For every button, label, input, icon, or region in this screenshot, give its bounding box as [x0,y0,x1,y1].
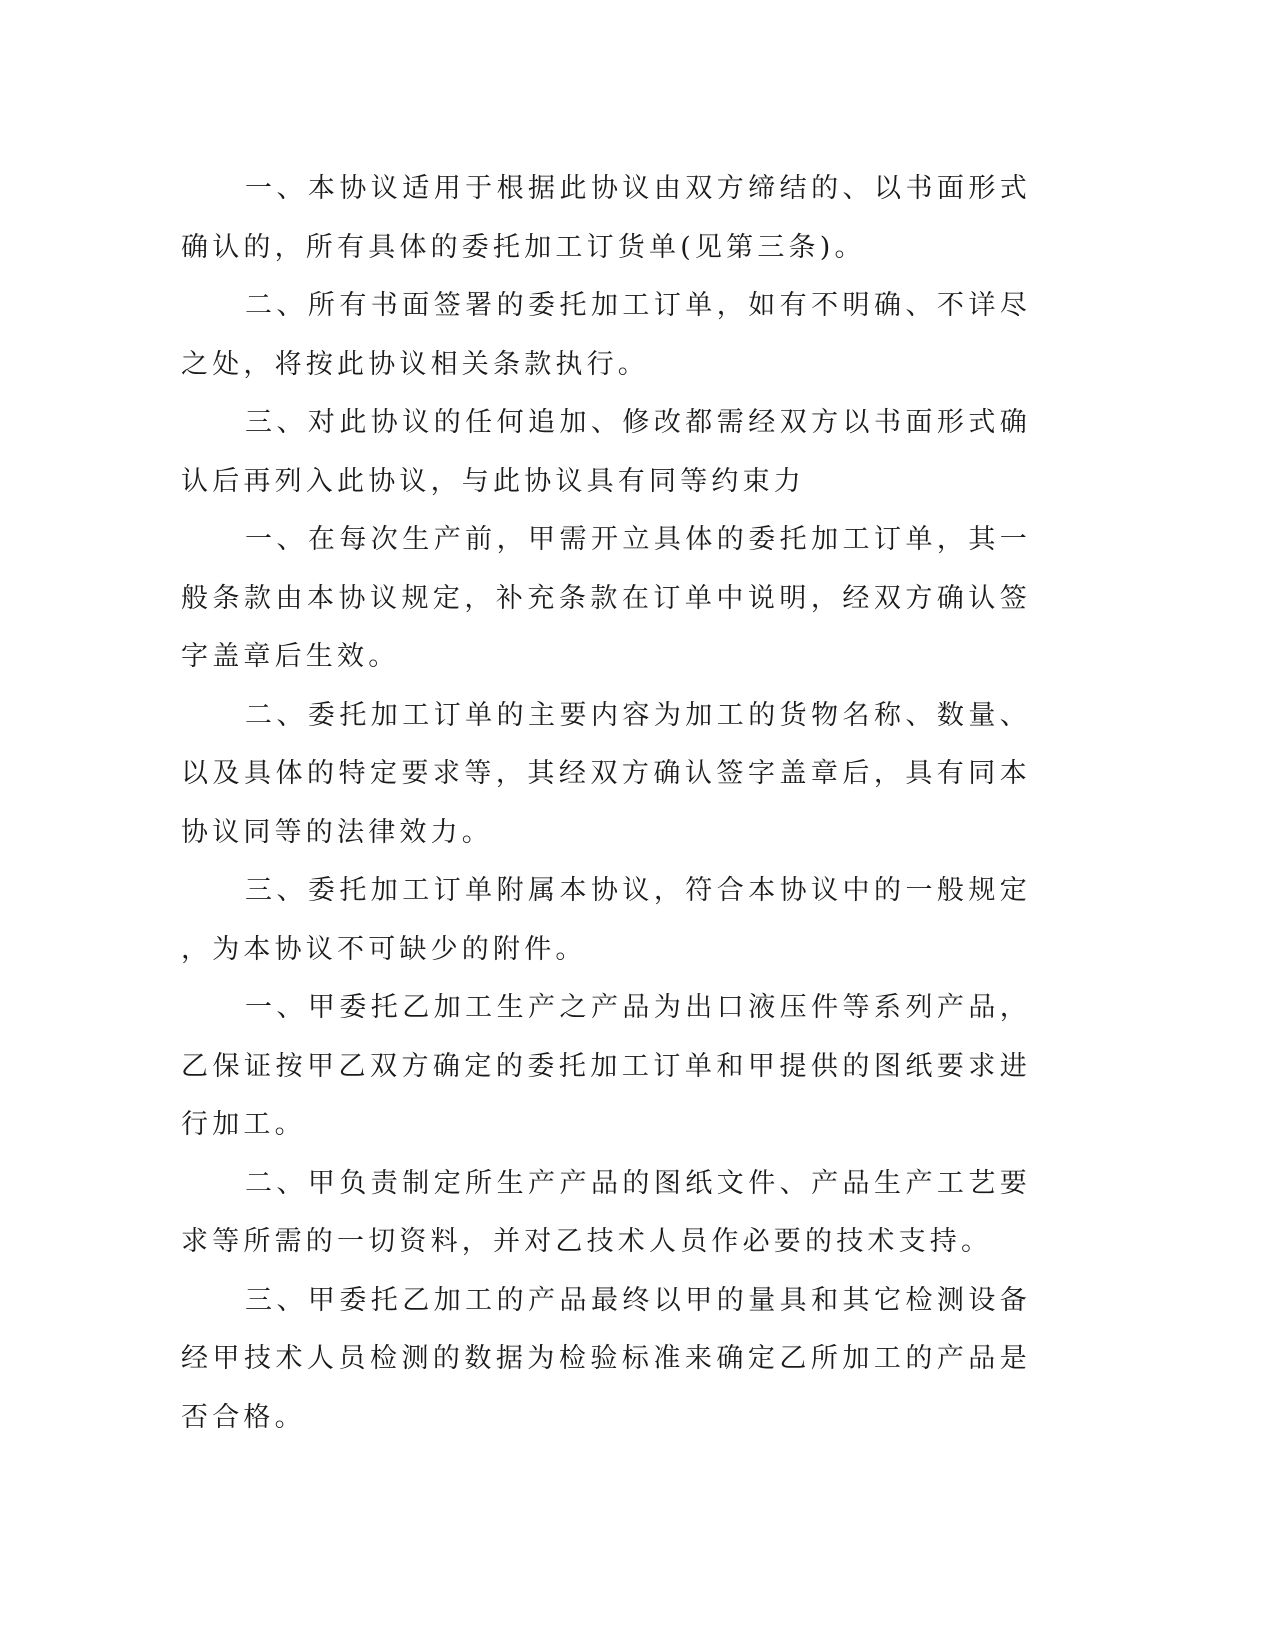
document-body [181,160,1031,1447]
paragraph-2: 二、所有书面签署的委托加工订单，如有不明确、不详尽之处，将按此协议相关条款执行。 [181,290,1031,380]
paragraph-6: 三、委托加工订单附属本协议，符合本协议中的一般规定，为本协议不可缺少的附件。 [181,875,1031,965]
paragraph-3: 三、对此协议的任何追加、修改都需经双方以书面形式确认后再列入此协议，与此协议具有同等约束力 [181,407,1031,497]
paragraph-8: 二、甲负责制定所生产产品的图纸文件、产品生产工艺要求等所需的一切资料，并对乙技术人员作必要的技术支持。 [181,1167,1031,1257]
paragraph-5: 二、委托加工订单的主要内容为加工的货物名称、数量、以及具体的特定要求等，其经双方确认签字盖章后，具有同本协议同等的法律效力。 [181,699,1031,848]
paragraph-4: 一、在每次生产前，甲需开立具体的委托加工订单，其一般条款由本协议规定，补充条款在订单中说明，经双方确认签字盖章后生效。 [181,524,1031,672]
paragraph-9: 三、甲委托乙加工的产品最终以甲的量具和其它检测设备经甲技术人员检测的数据为检验标准来确定乙所加工的产品是否合格。 [181,1284,1031,1433]
paragraph-7: 一、甲委托乙加工生产之产品为出口液压件等系列产品，乙保证按甲乙双方确定的委托加工订单和甲提供的图纸要求进行加工。 [181,992,1031,1140]
paragraph-1: 一、本协议适用于根据此协议由双方缔结的、以书面形式确认的，所有具体的委托加工订货单(见第三条)。 [181,173,1031,263]
